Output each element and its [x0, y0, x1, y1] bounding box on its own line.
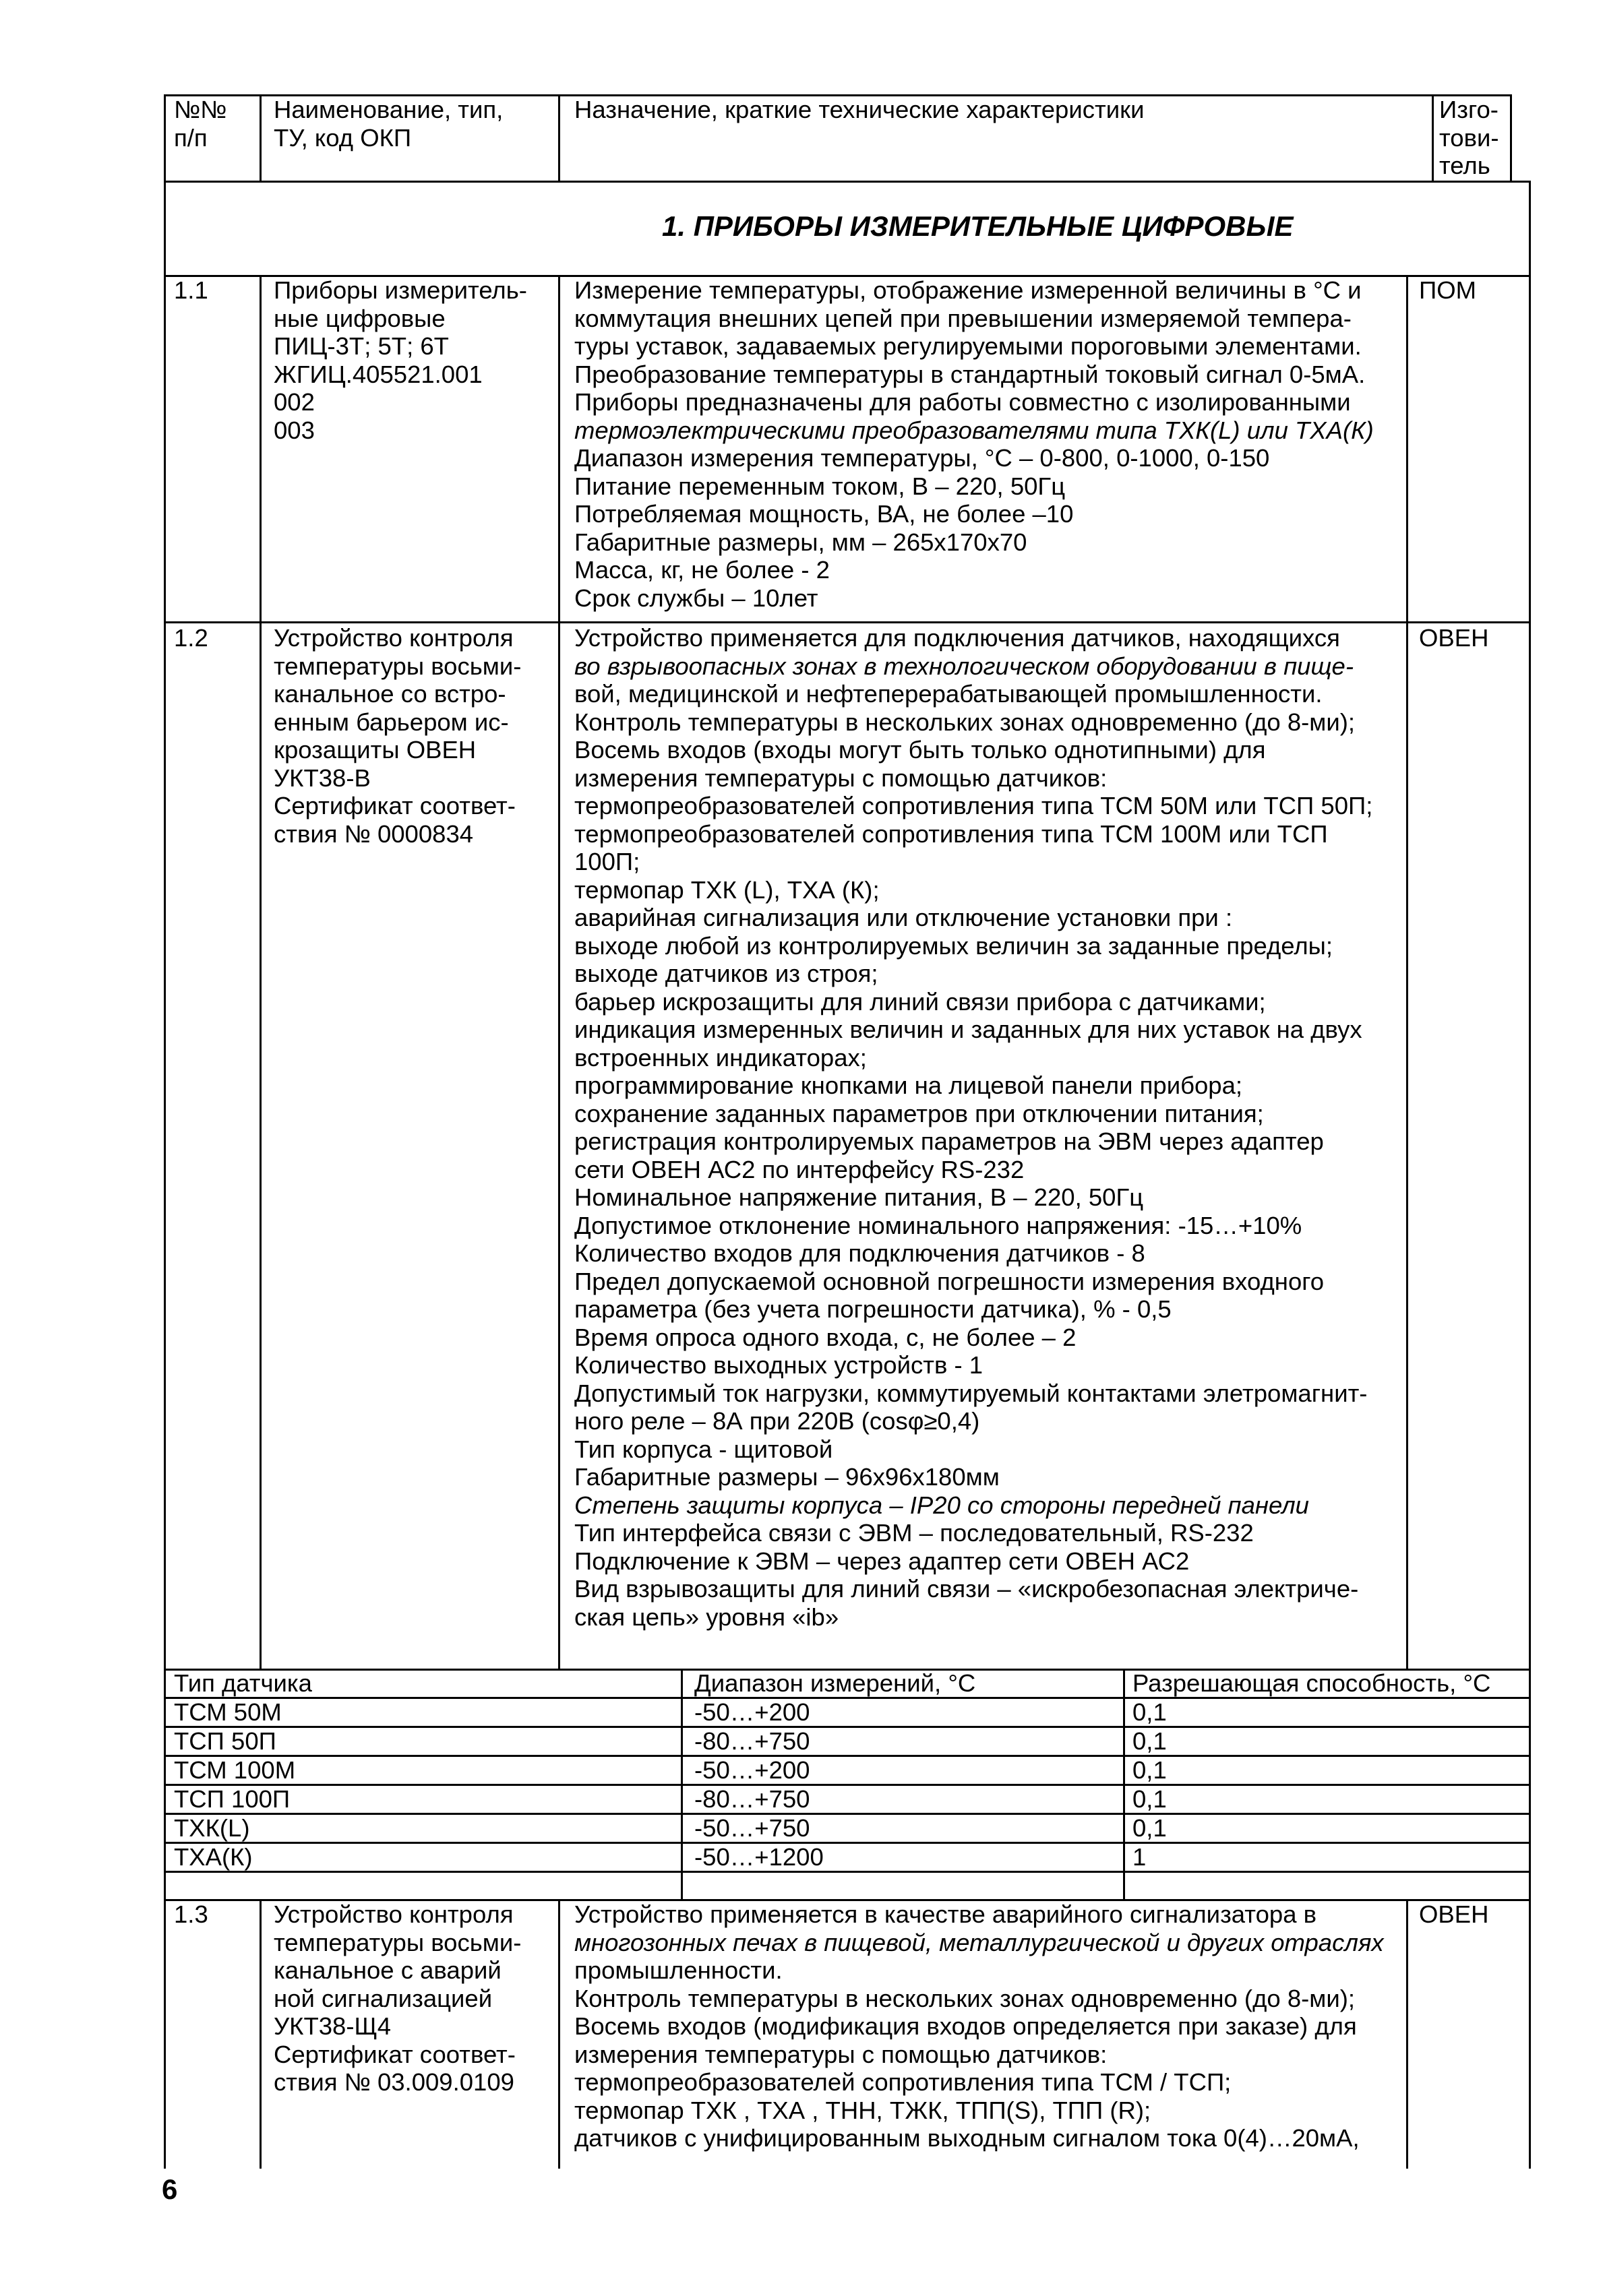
desc-line: 100П; — [574, 848, 640, 875]
desc-line: Устройство применяется в качестве аварийного сигнализатора в — [574, 1900, 1317, 1928]
desc-line: термоэлектрическими преобразователями типа ТХК(L) или ТХА(К) — [574, 416, 1374, 444]
rule — [1406, 1899, 1408, 2169]
sensor-range: -80…+750 — [694, 1785, 810, 1813]
desc-line: Допустимое отклонение номинального напряжения: -15…+10% — [574, 1211, 1302, 1239]
desc-line: датчиков с унифицированным выходным сигналом тока 0(4)…20мА, — [574, 2124, 1360, 2152]
desc-line: Допустимый ток нагрузки, коммутируемый контактами элетромагнит- — [574, 1379, 1368, 1407]
sensor-type: ТХА(К) — [174, 1843, 253, 1871]
row-name — [274, 276, 527, 444]
desc-line: туры уставок, задаваемых регулируемыми пороговыми элементами. — [574, 332, 1362, 360]
sensor-resolution: 1 — [1132, 1843, 1147, 1871]
rule — [164, 94, 166, 1900]
sensor-resolution: 0,1 — [1132, 1814, 1167, 1842]
sensor-resolution: 0,1 — [1132, 1756, 1167, 1784]
desc-line: термопреобразователей сопротивления типа ТСМ 50М или ТСП 50П; — [574, 792, 1373, 819]
row-description — [574, 276, 1374, 612]
row-description — [574, 1900, 1384, 2152]
row-name — [274, 1900, 521, 2097]
row-name-line: ной сигнализацией — [274, 1984, 493, 2012]
sensor-type: ТСП 100П — [174, 1785, 291, 1813]
header-text: №№ — [174, 96, 227, 123]
desc-line: Степень защиты корпуса – IP20 со стороны передней панели — [574, 1491, 1309, 1519]
desc-line: барьер искрозащиты для линий связи прибора с датчиками; — [574, 987, 1266, 1016]
desc-line: выходе любой из контролируемых величин за заданные пределы; — [574, 931, 1333, 960]
sensor-resolution: 0,1 — [1132, 1785, 1167, 1813]
desc-line: Срок службы – 10лет — [574, 584, 818, 612]
row-name-line: УКТ38-Щ4 — [274, 2012, 392, 2040]
row-name-line: температуры восьми- — [274, 652, 522, 680]
desc-line: индикация измеренных величин и заданных для них уставок на двух — [574, 1016, 1362, 1043]
row-name-line: Устройство контроля — [274, 1900, 514, 1928]
row-maker: ПОМ — [1419, 276, 1477, 304]
desc-line: Количество входов для подключения датчиков - 8 — [574, 1239, 1145, 1267]
sensor-header-resolution: Разрешающая способность, °С — [1132, 1669, 1491, 1697]
rule — [558, 1899, 560, 2169]
sensor-header-range: Диапазон измерений, °С — [694, 1669, 976, 1697]
desc-line: коммутация внешних цепей при превышении измеряемой темпера- — [574, 304, 1352, 332]
row-name-line: ПИЦ-3Т; 5Т; 6Т — [274, 332, 449, 360]
rule — [164, 181, 1511, 183]
sensor-type: ТСМ 50М — [174, 1698, 282, 1726]
row-name-line: енным барьером ис- — [274, 708, 509, 736]
header-col-purpose: Назначение, краткие технические характеристики — [574, 96, 1145, 123]
page-number: 6 — [162, 2173, 178, 2205]
rule — [164, 1842, 1531, 1844]
header-text: Изго- — [1439, 96, 1498, 123]
row-number: 1.2 — [174, 624, 208, 652]
desc-line: Подключение к ЭВМ – через адаптер сети ОВЕН АС2 — [574, 1547, 1190, 1575]
desc-line: Восемь входов (модификация входов определяется при заказе) для — [574, 2012, 1357, 2040]
desc-line: Тип корпуса - щитовой — [574, 1435, 833, 1463]
rule — [164, 1726, 1531, 1728]
row-name-line: канальное со встро- — [274, 680, 506, 708]
section-title: 1. ПРИБОРЫ ИЗМЕРИТЕЛЬНЫЕ ЦИФРОВЫЕ — [662, 210, 1294, 242]
desc-line: сохранение заданных параметров при отключении питания; — [574, 1099, 1264, 1127]
rule — [1510, 181, 1530, 183]
sensor-type: ТХК(L) — [174, 1814, 250, 1842]
rule — [1406, 275, 1408, 1670]
header-text: Наименование, тип, — [274, 96, 504, 123]
desc-line: параметра (без учета погрешности датчика), % - 0,5 — [574, 1295, 1172, 1323]
desc-line: программирование кнопками на лицевой панели прибора; — [574, 1072, 1243, 1099]
row-number: 1.3 — [174, 1900, 208, 1928]
row-number: 1.1 — [174, 276, 208, 304]
rule — [558, 94, 560, 182]
sensor-resolution: 0,1 — [1132, 1698, 1167, 1726]
desc-line: измерения температуры с помощью датчиков: — [574, 764, 1108, 792]
row-name-line: Сертификат соответ- — [274, 2040, 516, 2068]
desc-line: Контроль температуры в нескольких зонах одновременно (до 8-ми); — [574, 708, 1356, 736]
row-name-line: ствия № 03.009.0109 — [274, 2068, 514, 2096]
header-text: ТУ, код ОКП — [274, 123, 412, 152]
desc-line: Устройство применяется для подключения датчиков, находящихся — [574, 624, 1340, 652]
header-text: п/п — [174, 123, 208, 152]
desc-line: аварийная сигнализация или отключение установки при : — [574, 904, 1233, 931]
row-description — [574, 624, 1372, 1631]
rule — [260, 275, 262, 1670]
row-name-line: 003 — [274, 416, 315, 444]
row-maker: ОВЕН — [1419, 1900, 1489, 1928]
rule — [164, 1813, 1531, 1815]
rule — [1529, 181, 1531, 276]
sensor-range: -80…+750 — [694, 1727, 810, 1755]
desc-line: Диапазон измерения температуры, °С – 0-800, 0-1000, 0-150 — [574, 444, 1270, 472]
rule — [1432, 94, 1434, 181]
rule — [1123, 1669, 1125, 1900]
desc-line: Количество выходных устройств - 1 — [574, 1351, 983, 1379]
desc-line: термопреобразователей сопротивления типа ТСМ / ТСП; — [574, 2068, 1232, 2096]
sensor-range: -50…+1200 — [694, 1843, 824, 1871]
row-name-line: Сертификат соответ- — [274, 792, 516, 819]
rule — [1529, 1899, 1531, 2169]
desc-line: Преобразование температуры в стандартный токовый сигнал 0-5мА. — [574, 360, 1366, 388]
desc-line: термопреобразователей сопротивления типа ТСМ 100М или ТСП — [574, 819, 1328, 848]
sensor-header-type: Тип датчика — [174, 1669, 312, 1697]
rule — [164, 1871, 1531, 1873]
rule — [681, 1669, 683, 1900]
desc-line: во взрывоопасных зонах в технологическом оборудовании в пище- — [574, 652, 1354, 680]
desc-line: Габаритные размеры – 96х96х180мм — [574, 1463, 1000, 1491]
rule — [164, 1784, 1531, 1786]
rule — [558, 275, 560, 1670]
desc-line: выходе датчиков из строя; — [574, 960, 878, 987]
row-name-line: 002 — [274, 388, 315, 416]
desc-line: Масса, кг, не более - 2 — [574, 556, 830, 584]
row-name-line: Устройство контроля — [274, 624, 514, 652]
desc-line: Вид взрывозащиты для линий связи – «искробезопасная электриче- — [574, 1575, 1359, 1603]
row-name — [274, 624, 521, 848]
desc-line: ного реле – 8А при 220В (cosφ≥0,4) — [574, 1407, 980, 1435]
row-name-line: ЖГИЦ.405521.001 — [274, 360, 483, 388]
desc-line: многозонных печах в пищевой, металлургической и других отраслях — [574, 1928, 1384, 1956]
row-maker: ОВЕН — [1419, 624, 1489, 652]
desc-line: промышленности. — [574, 1956, 783, 1984]
rule — [164, 1755, 1531, 1757]
row-name-line: УКТ38-В — [274, 764, 371, 792]
desc-line: Питание переменным током, В – 220, 50Гц — [574, 472, 1066, 500]
desc-line: термопар ТХК , ТХА , ТНН, ТЖК, ТПП(S), ТПП (R); — [574, 2096, 1151, 2124]
desc-line: Тип интерфейса связи с ЭВМ – последовательный, RS-232 — [574, 1519, 1254, 1547]
desc-line: Номинальное напряжение питания, В – 220, 50Гц — [574, 1183, 1144, 1211]
desc-line: Восемь входов (входы могут быть только однотипными) для — [574, 736, 1266, 764]
rule — [164, 621, 1531, 623]
desc-line: регистрация контролируемых параметров на ЭВМ через адаптер — [574, 1127, 1324, 1155]
row-name-line: ные цифровые — [274, 304, 446, 332]
row-name-line: канальное с аварий — [274, 1956, 502, 1984]
row-name-line: температуры восьми- — [274, 1928, 522, 1956]
desc-line: сети ОВЕН АС2 по интерфейсу RS-232 — [574, 1155, 1025, 1183]
sensor-resolution: 0,1 — [1132, 1727, 1167, 1755]
sensor-range: -50…+200 — [694, 1756, 810, 1784]
desc-line: Приборы предназначены для работы совместно с изолированными — [574, 388, 1351, 416]
sensor-type: ТСП 50П — [174, 1727, 276, 1755]
desc-line: Предел допускаемой основной погрешности измерения входного — [574, 1267, 1325, 1295]
sensor-range: -50…+750 — [694, 1814, 810, 1842]
desc-line: измерения температуры с помощью датчиков: — [574, 2040, 1108, 2068]
desc-line: Габаритные размеры, мм – 265х170х70 — [574, 528, 1027, 556]
header-text: тови- — [1439, 123, 1499, 152]
desc-line: Контроль температуры в нескольких зонах одновременно (до 8-ми); — [574, 1984, 1356, 2012]
rule — [1529, 1669, 1531, 1900]
row-name-line: крозащиты ОВЕН — [274, 736, 477, 764]
desc-line: Потребляемая мощность, ВА, не более –10 — [574, 500, 1074, 528]
sensor-type: ТСМ 100М — [174, 1756, 296, 1784]
desc-line: встроенных индикаторах; — [574, 1043, 867, 1072]
desc-line: термопар ТХК (L), ТХА (К); — [574, 875, 880, 904]
rule — [260, 1899, 262, 2169]
header-col-no — [174, 96, 226, 152]
rule — [1529, 275, 1531, 1670]
header-col-name — [274, 96, 503, 152]
rule — [1510, 94, 1512, 182]
desc-line: Измерение температуры, отображение измеренной величины в °С и — [574, 276, 1362, 304]
desc-line: ская цепь» уровня «ib» — [574, 1603, 839, 1631]
row-name-line: ствия № 0000834 — [274, 819, 474, 848]
rule — [164, 1899, 166, 2169]
header-col-maker — [1439, 96, 1499, 180]
desc-line: Время опроса одного входа, с, не более – 2 — [574, 1323, 1077, 1351]
row-name-line: Приборы измеритель- — [274, 276, 527, 304]
sensor-range: -50…+200 — [694, 1698, 810, 1726]
desc-line: вой, медицинской и нефтеперерабатывающей промышленности. — [574, 680, 1323, 708]
rule — [260, 94, 262, 182]
header-text: тель — [1439, 152, 1490, 179]
